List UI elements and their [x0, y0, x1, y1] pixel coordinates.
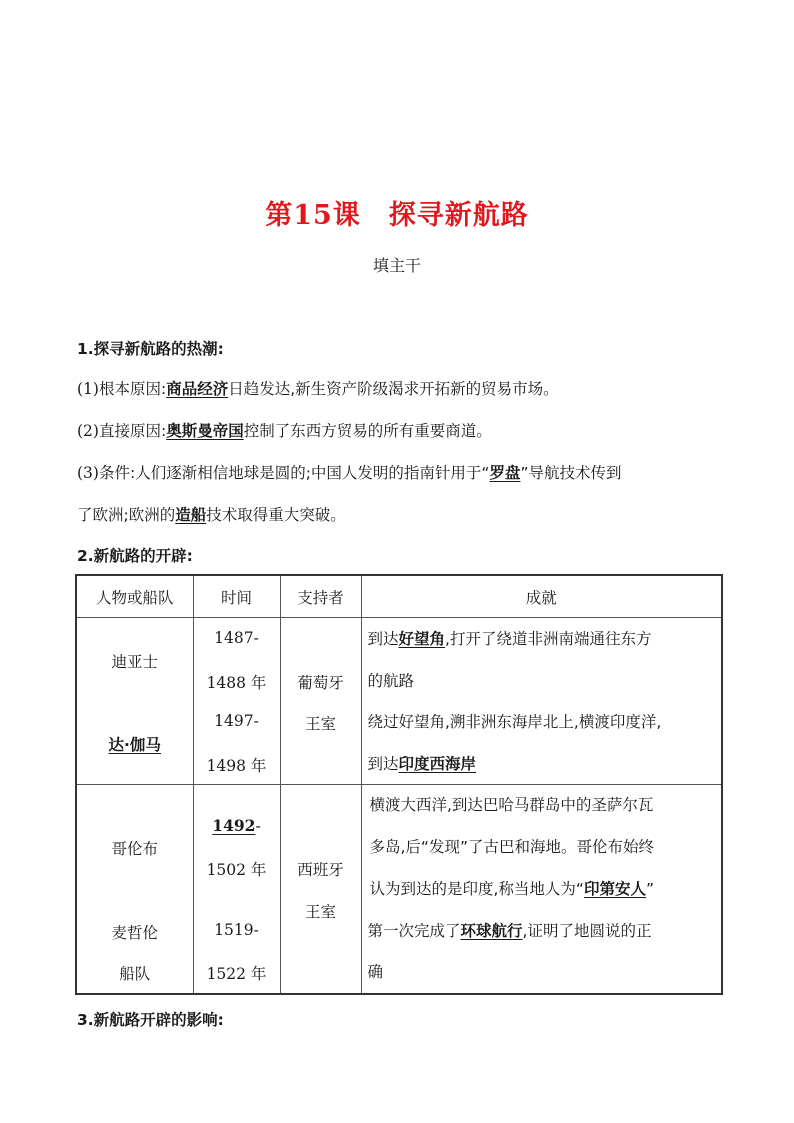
- supporter-portugal: 葡萄牙: [297, 674, 344, 692]
- voyages-table: [75, 574, 723, 995]
- time-columbus-start: 1492-: [212, 816, 261, 835]
- conditions-line-1: (3)条件:人们逐渐相信地球是圆的;中国人发明的指南针用于“罗盘”导航技术传到: [77, 464, 622, 482]
- person-magellan: 麦哲伦: [111, 924, 158, 942]
- answer-ottoman-empire: 奥斯曼帝国: [166, 422, 244, 440]
- time-magellan-end: 1522 年: [206, 965, 267, 983]
- section-1-heading: 1.探寻新航路的热潮:: [77, 340, 224, 358]
- achievement-magellan-line2: 确: [367, 963, 384, 981]
- achievement-dias: 到达好望角,打开了绕道非洲南端通往东方: [367, 630, 652, 648]
- time-gama-start: 1497-: [214, 712, 259, 730]
- time-dias-start: 1487-: [214, 629, 259, 647]
- time-gama-end: 1498 年: [206, 757, 267, 775]
- supporter-cell: [280, 618, 361, 785]
- person-magellan-fleet: 船队: [119, 965, 151, 983]
- achievement-magellan-line1: 第一次完成了环球航行,证明了地圆说的正: [367, 922, 652, 940]
- answer-india-west-coast: 印度西海岸: [398, 755, 477, 773]
- achievement-dias-line2: 的航路: [367, 672, 415, 690]
- answer-circumnavigation: 环球航行: [460, 922, 523, 940]
- answer-commodity-economy: 商品经济: [166, 380, 229, 398]
- achievement-columbus-line1: 横渡大西洋,到达巴哈马群岛中的圣萨尔瓦: [369, 796, 654, 814]
- achievement-gama-line2: 到达印度西海岸: [367, 755, 477, 773]
- answer-cape-good-hope: 好望角: [398, 630, 446, 648]
- table-header-row: [76, 575, 722, 618]
- person-da-gama: 达·伽马: [108, 736, 161, 754]
- person-cell: [76, 618, 193, 785]
- section-3-heading: 3.新航路开辟的影响:: [77, 1011, 224, 1029]
- supporter-cell: [280, 785, 361, 995]
- answer-compass: 罗盘: [489, 464, 521, 482]
- section-2-heading: 2.新航路的开辟:: [77, 547, 193, 565]
- header-supporter: 支持者: [280, 575, 361, 618]
- conditions-line-2: 了欧洲;欧洲的造船技术取得重大突破。: [77, 506, 346, 524]
- time-magellan-start: 1519-: [214, 921, 259, 939]
- header-achievement: 成就: [361, 575, 722, 618]
- supporter-spain: 西班牙: [297, 861, 344, 879]
- answer-1492: 1492: [212, 816, 256, 835]
- person-columbus: 哥伦布: [111, 840, 158, 858]
- time-cell: [193, 785, 280, 995]
- person-dias: 迪亚士: [111, 653, 158, 671]
- page-subtitle: 填主干: [372, 256, 421, 275]
- page-title: 第15课 探寻新航路: [265, 200, 529, 231]
- achievement-columbus-line3: 认为到达的是印度,称当地人为“印第安人”: [369, 880, 655, 898]
- answer-indians: 印第安人: [583, 880, 646, 898]
- cause-direct: (2)直接原因:奥斯曼帝国控制了东西方贸易的所有重要商道。: [77, 422, 492, 440]
- achievement-columbus-line2: 多岛,后“发现”了古巴和海地。哥伦布始终: [369, 838, 654, 856]
- table-row: [76, 785, 722, 995]
- cause-root: (1)根本原因:商品经济日趋发达,新生资产阶级渴求开拓新的贸易市场。: [77, 380, 559, 398]
- header-person: 人物或船队: [76, 575, 193, 618]
- time-dias-end: 1488 年: [206, 674, 267, 692]
- time-columbus-end: 1502 年: [206, 861, 267, 879]
- person-cell: [76, 785, 193, 995]
- time-cell: [193, 618, 280, 785]
- table-row: [76, 618, 722, 785]
- supporter-royal: 王室: [304, 903, 336, 921]
- supporter-royal: 王室: [304, 715, 336, 733]
- achievement-cell: [361, 618, 722, 785]
- achievement-gama-line1: 绕过好望角,溯非洲东海岸北上,横渡印度洋,: [367, 713, 662, 731]
- achievement-cell: [361, 785, 722, 995]
- header-time: 时间: [193, 575, 280, 618]
- answer-shipbuilding: 造船: [175, 506, 207, 524]
